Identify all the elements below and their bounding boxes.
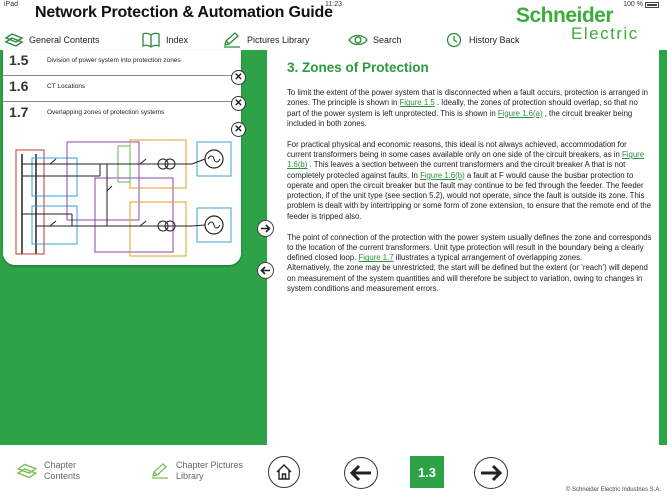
text: Chapter bbox=[44, 460, 77, 470]
page-number-badge: 1.3 bbox=[410, 456, 444, 488]
eye-icon bbox=[348, 32, 368, 48]
nav-label: Pictures Library bbox=[247, 35, 310, 45]
link-figure-1-6b[interactable]: Figure 1.6(b) bbox=[287, 149, 645, 170]
article-content bbox=[287, 60, 653, 440]
figure-title: Division of power system into protection zones bbox=[47, 57, 181, 64]
history-icon bbox=[444, 32, 464, 48]
logo-line1: Schneider bbox=[516, 4, 614, 27]
home-button[interactable] bbox=[268, 456, 300, 488]
arrow-left-icon bbox=[349, 464, 373, 482]
link-figure-1-5[interactable]: Figure 1.5 bbox=[399, 98, 435, 108]
close-figure-1-6-button[interactable] bbox=[231, 96, 246, 111]
next-section-button[interactable] bbox=[257, 220, 274, 237]
overlapping-zones-diagram bbox=[12, 136, 234, 261]
previous-page-button[interactable] bbox=[344, 457, 378, 489]
close-icon: ✕ bbox=[234, 123, 243, 135]
nav-index[interactable] bbox=[141, 32, 188, 48]
chapter-pictures-label bbox=[176, 460, 243, 482]
figure-title: CT Locations bbox=[47, 83, 86, 90]
text: a fault at F would cause the busbar protection to operate and open the circuit breaker but the fault may continue to be fed through the feeder. The feeder protection, if of the unit type (see section 5.2), would not operate, since the fault is outside its zone. This problem is dealt with by intertripping or some form of zone extension, to ensure that the remote end of the feeder is tripped also. bbox=[287, 170, 652, 221]
copyright-notice: © Schneider Electric Industries S.A. bbox=[565, 487, 661, 493]
book-icon bbox=[141, 32, 161, 48]
link-figure-1-6a[interactable]: Figure 1.6(a) bbox=[497, 108, 543, 118]
paragraph-1 bbox=[287, 88, 653, 129]
figure-item-1-7[interactable] bbox=[3, 102, 241, 128]
text: Chapter Pictures bbox=[176, 460, 244, 470]
arrow-right-icon bbox=[260, 223, 271, 234]
text: For practical physical and economic reasons, this ideal is not always achieved, accommodation for current transformers being in some cases available only on one side of the circuit breakers, as in bbox=[287, 139, 627, 159]
nav-general-contents[interactable] bbox=[4, 32, 100, 48]
app-title: Network Protection & Automation Guide bbox=[35, 4, 333, 21]
figure-item-1-6[interactable] bbox=[3, 76, 241, 102]
text: , the circuit breaker being included in both zones. bbox=[287, 108, 633, 128]
previous-section-button[interactable] bbox=[257, 262, 274, 279]
figure-number: 1.7 bbox=[9, 104, 29, 120]
nav-bar bbox=[0, 30, 520, 50]
text: Library bbox=[176, 471, 204, 481]
pencil-icon bbox=[222, 32, 242, 48]
nav-label: History Back bbox=[469, 35, 520, 45]
figure-item-1-5[interactable] bbox=[3, 50, 241, 76]
paragraph-3 bbox=[287, 233, 653, 264]
close-icon: ✕ bbox=[234, 97, 243, 109]
figure-number: 1.6 bbox=[9, 78, 29, 94]
link-figure-1-6b[interactable]: Figure 1.6(b) bbox=[420, 170, 465, 180]
contents-icon bbox=[16, 462, 38, 480]
nav-history-back[interactable] bbox=[444, 32, 520, 48]
home-icon bbox=[274, 462, 294, 482]
text: Contents bbox=[44, 471, 81, 481]
arrow-right-icon bbox=[479, 464, 503, 482]
close-figure-1-5-button[interactable] bbox=[231, 70, 246, 85]
link-figure-1-7[interactable]: Figure 1.7 bbox=[358, 253, 394, 263]
close-figure-1-7-button[interactable] bbox=[231, 122, 246, 137]
schneider-logo bbox=[516, 4, 646, 44]
next-page-button[interactable] bbox=[474, 457, 508, 489]
pencil-icon bbox=[150, 462, 170, 480]
section-heading: 3. Zones of Protection bbox=[287, 60, 429, 75]
paragraph-4: Alternatively, the zone may be unrestricted; the start will be defined but the extent (or ‘reach’) will depend on measurement of the system quantities and will therefore be subject to variation, owing to changes in system conditions and measurement errors. bbox=[287, 263, 648, 294]
figure-title: Overlapping zones of protection systems bbox=[47, 109, 165, 116]
nav-search[interactable] bbox=[348, 32, 402, 48]
logo-line2: Electric bbox=[571, 24, 639, 43]
battery-icon bbox=[645, 2, 659, 8]
text: The point of connection of the protection with the power system usually defines the zone and corresponds to the location of the current transformers. Unit type protection will result in the boundary being a clearly defined closed loop. bbox=[287, 232, 652, 263]
text: . This leaves a section between the current transformers and the circuit breaker A that is not completely protected against faults. In bbox=[287, 160, 626, 180]
device-label: iPad bbox=[4, 1, 19, 8]
right-border bbox=[659, 50, 667, 445]
paragraph-2 bbox=[287, 140, 653, 222]
bottom-toolbar bbox=[0, 445, 667, 500]
figure-number: 1.5 bbox=[9, 52, 29, 68]
battery-percent: 100 % bbox=[623, 1, 643, 8]
nav-label: Search bbox=[373, 35, 402, 45]
chapter-contents-label bbox=[44, 460, 80, 482]
close-icon: ✕ bbox=[234, 71, 243, 83]
arrow-left-icon bbox=[260, 265, 271, 276]
text: . Ideally, the zones of protection should overlap, so that no part of the power system is left unprotected. This is shown in bbox=[287, 98, 638, 118]
clock: 11:23 bbox=[325, 1, 342, 8]
nav-pictures-library[interactable] bbox=[222, 32, 310, 48]
text: illustrates a typical arrangement of overlapping zones. bbox=[393, 253, 583, 263]
chapter-pictures-library-button[interactable] bbox=[150, 460, 243, 482]
chapter-contents-button[interactable] bbox=[16, 460, 80, 482]
contents-icon bbox=[4, 32, 24, 48]
text: To limit the extent of the power system that is disconnected when a fault occurs, protection is arranged in zones. The principle is shown in bbox=[287, 88, 649, 108]
nav-label: General Contents bbox=[29, 35, 100, 45]
nav-label: Index bbox=[166, 35, 189, 45]
